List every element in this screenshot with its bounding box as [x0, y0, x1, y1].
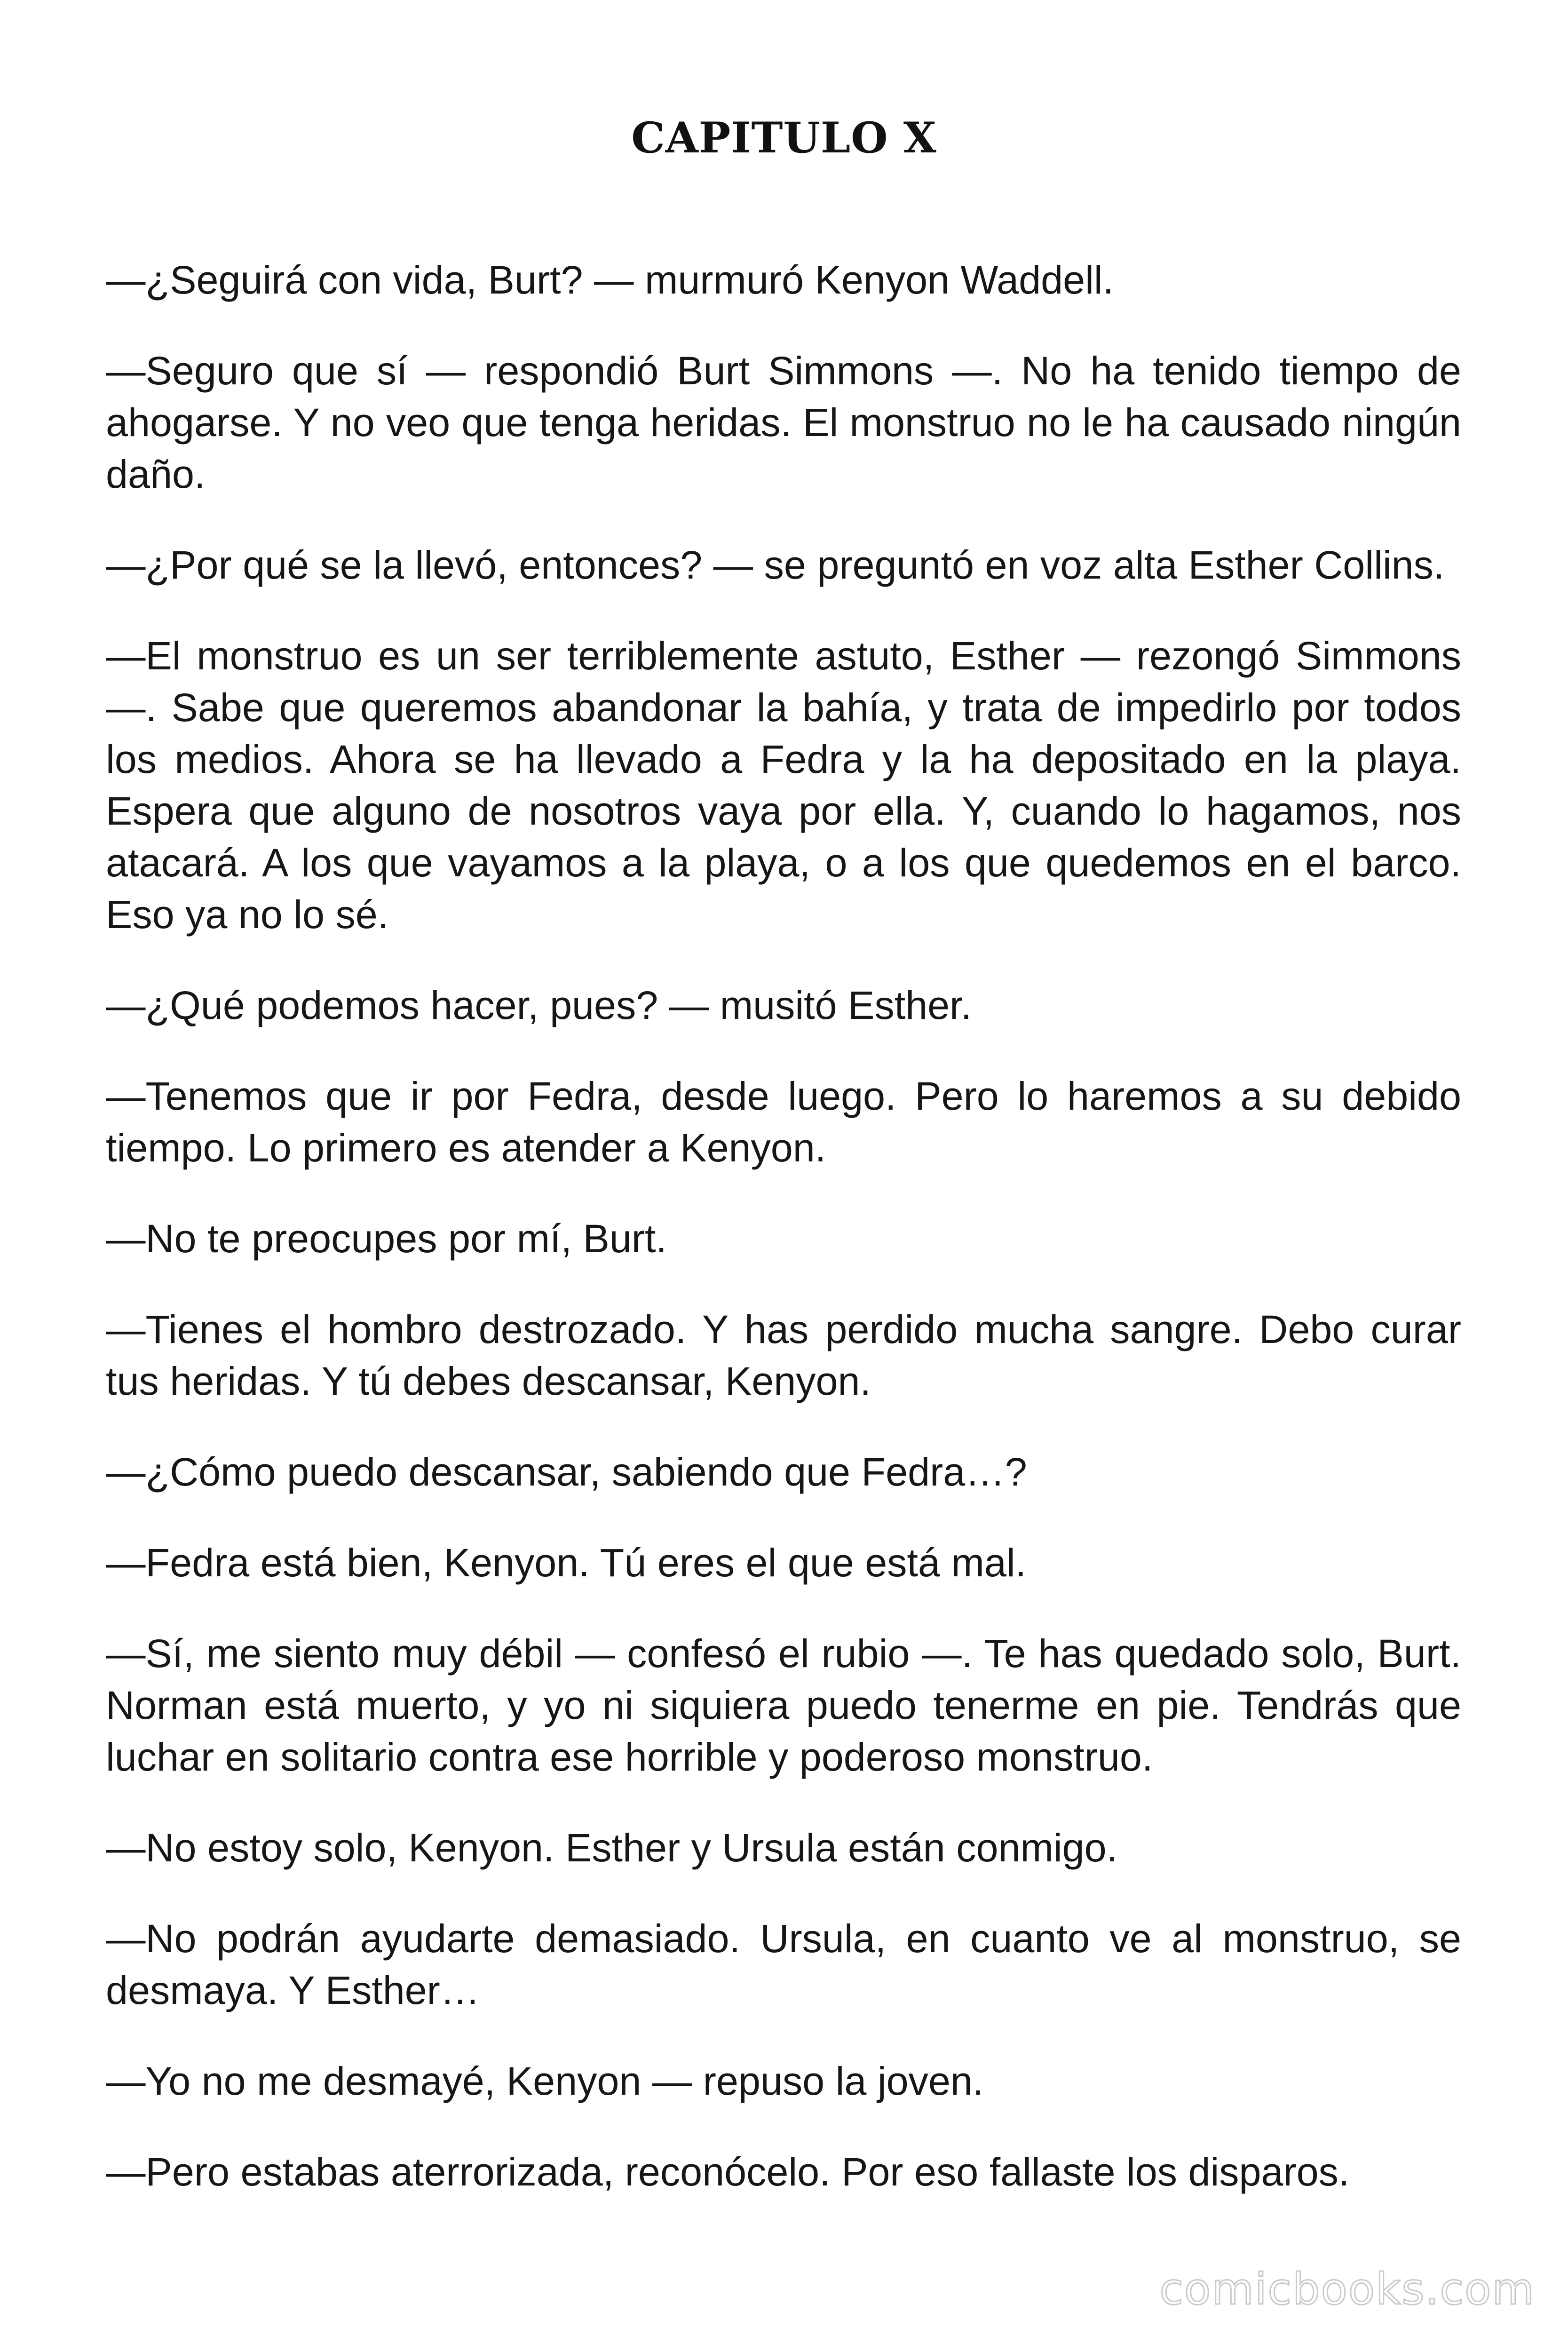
paragraph: —Tienes el hombro destrozado. Y has perdido mucha sangre. Debo curar tus heridas. Y tú debes descansar, Kenyon. [106, 1307, 1461, 1403]
paragraph: —Yo no me desmayé, Kenyon — repuso la joven. [106, 2059, 984, 2103]
paragraph: —Seguro que sí — respondió Burt Simmons —. No ha tenido tiempo de ahogarse. Y no veo que tenga heridas. El monstruo no le ha causado ningún daño. [106, 349, 1461, 496]
paragraph: —¿Cómo puedo descansar, sabiendo que Fedra…? [106, 1450, 1027, 1494]
paragraph: —Pero estabas aterrorizada, reconócelo. Por eso fallaste los disparos. [106, 2150, 1350, 2194]
paragraph: —No podrán ayudarte demasiado. Ursula, en cuanto ve al monstruo, se desmaya. Y Esther… [106, 1916, 1461, 2012]
watermark: comicbooks.com [1159, 2264, 1535, 2314]
paragraph: —El monstruo es un ser terriblemente astuto, Esther — rezongó Simmons —. Sabe que queremos abandonar la bahía, y trata de impedirlo por todos los medios. Ahora se ha llevado a Fedra y la ha depositado en la playa. Espera que alguno de nosotros vaya por ella. Y, cuando lo hagamos, nos atacará. A los que vayamos a la playa, o a los que quedemos en el barco. Eso ya no lo sé. [106, 634, 1461, 937]
paragraph: —Sí, me siento muy débil — confesó el rubio —. Te has quedado solo, Burt. Norman está muerto, y yo ni siquiera puedo tenerme en pie. Tendrás que luchar en solitario contra ese horrible y poderoso monstruo. [106, 1631, 1461, 1779]
paragraph: —Fedra está bien, Kenyon. Tú eres el que está mal. [106, 1541, 1027, 1585]
chapter-title: CAPITULO X [631, 113, 937, 163]
chapter-body [106, 254, 1461, 2237]
paragraph: —¿Qué podemos hacer, pues? — musitó Esther. [106, 983, 972, 1027]
paragraph: —Tenemos que ir por Fedra, desde luego. Pero lo haremos a su debido tiempo. Lo primero es atender a Kenyon. [106, 1074, 1461, 1170]
paragraph: —¿Seguirá con vida, Burt? — murmuró Kenyon Waddell. [106, 258, 1114, 302]
paragraph: —No te preocupes por mí, Burt. [106, 1216, 667, 1261]
paragraph: —No estoy solo, Kenyon. Esther y Ursula están conmigo. [106, 1826, 1118, 1870]
paragraph: —¿Por qué se la llevó, entonces? — se preguntó en voz alta Esther Collins. [106, 543, 1445, 587]
